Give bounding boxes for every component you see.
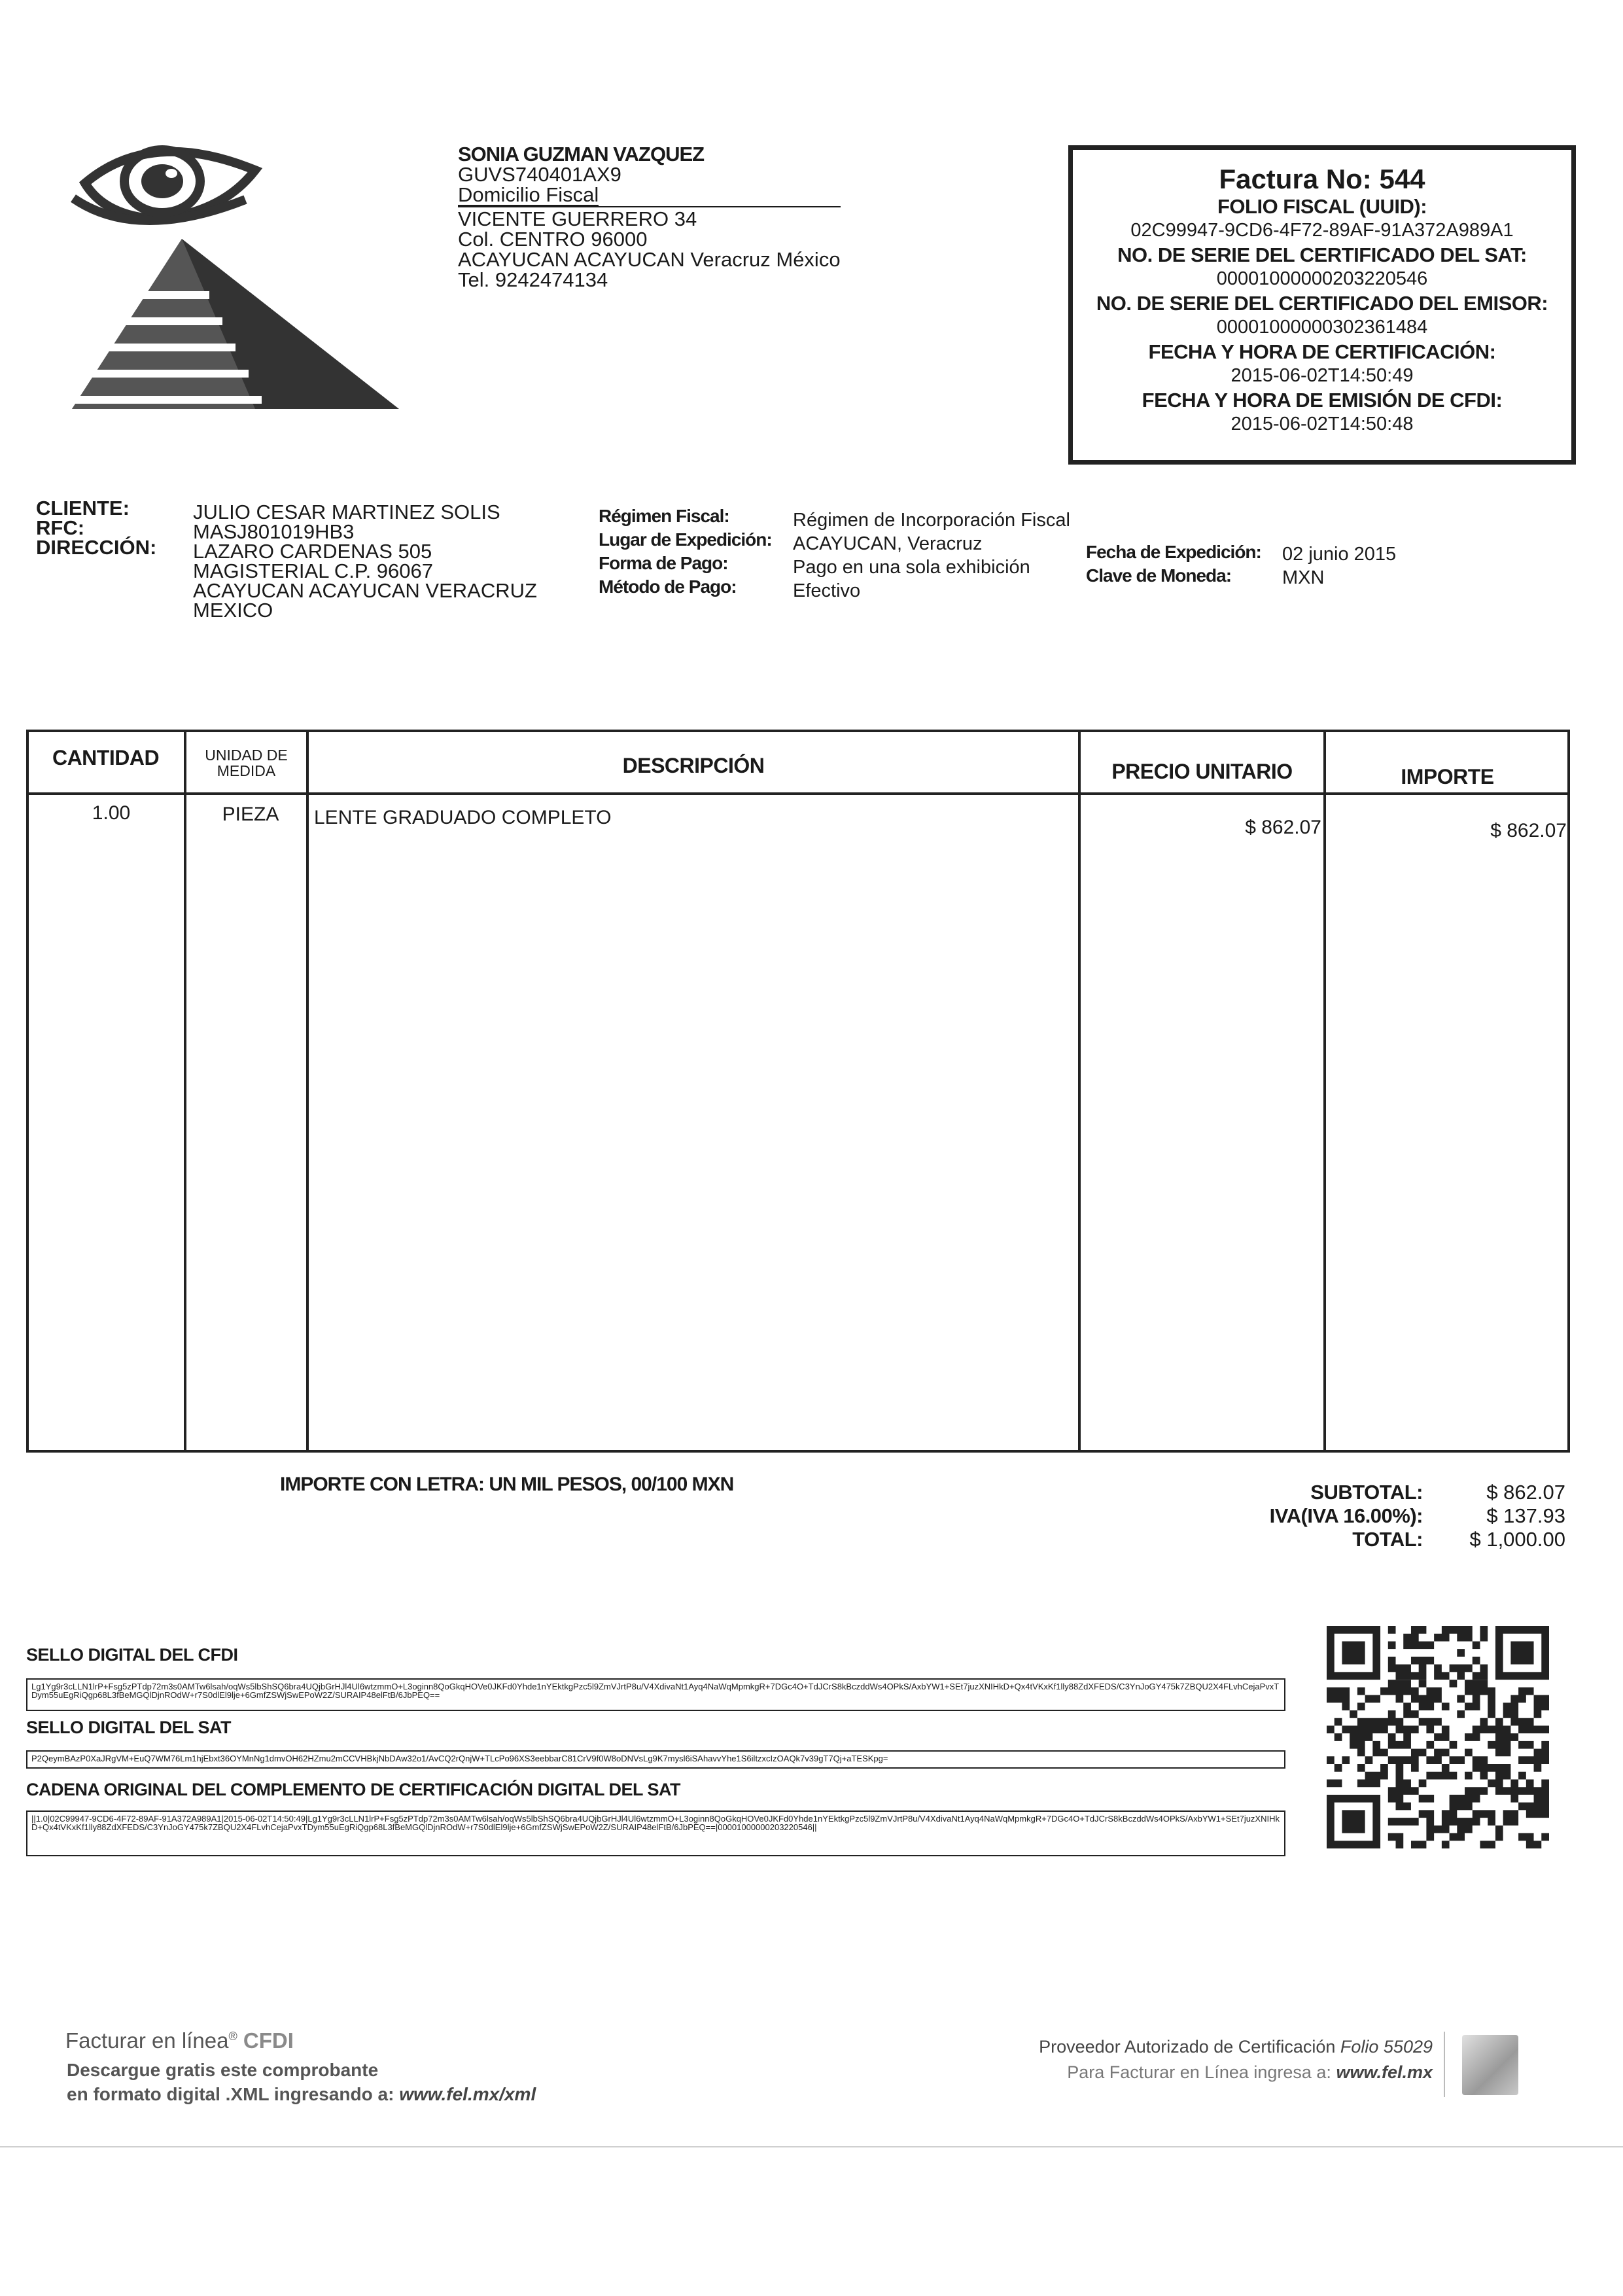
row-precio: $ 862.07 xyxy=(1245,817,1321,838)
footer-download-line1: Descargue gratis este comprobante xyxy=(67,2060,379,2080)
client-name: JULIO CESAR MARTINEZ SOLIS xyxy=(193,501,500,523)
regimen-value: Régimen de Incorporación Fiscal xyxy=(793,510,1070,531)
qr-finder-pattern xyxy=(1331,1630,1376,1676)
iva-value: $ 137.93 xyxy=(1486,1504,1565,1527)
moneda-label: Clave de Moneda: xyxy=(1086,565,1232,586)
totals-values xyxy=(1433,1481,1565,1551)
issuer-colonia: Col. CENTRO 96000 xyxy=(458,228,648,251)
fiscal-address-label: Domicilio Fiscal xyxy=(458,183,599,206)
sello-sat-value: P2QeymBAzP0XaJRgVM+EuQ7WM76Lm1hjEbxt36OYMnNg1dmvOH62HZmu2mCCVHBkjNbDAw32o1/AvCQ2rQnjW+TLcPo96XS3eebbarC81CrV9f0W8oDNVsLg9K7mysl6iSAhavvYhe1S6iltzxcIzOAQk7v39gT7Qj+aTESKpg= xyxy=(26,1750,1285,1769)
folio-fiscal-value: 02C99947-9CD6-4F72-89AF-91A372A989A1 xyxy=(1130,220,1514,241)
sat-cert-label: NO. DE SERIE DEL CERTIFICADO DEL SAT: xyxy=(1117,243,1527,266)
issuer-name: SONIA GUZMAN VAZQUEZ xyxy=(458,143,705,166)
sello-sat-title: SELLO DIGITAL DEL SAT xyxy=(26,1718,232,1737)
emission-datetime-label: FECHA Y HORA DE EMISIÓN DE CFDI: xyxy=(1142,389,1503,412)
amount-in-words xyxy=(280,1474,733,1496)
footer-download-prefix: en formato digital .XML ingresando a: xyxy=(67,2084,394,2104)
client-address-line: LAZARO CARDENAS 505 xyxy=(193,540,432,563)
footer-invoice-online-url[interactable]: www.fel.mx xyxy=(1336,2062,1433,2082)
cert-datetime-label: FECHA Y HORA DE CERTIFICACIÓN: xyxy=(1148,340,1496,363)
issuer-phone: Tel. 9242474134 xyxy=(458,268,608,291)
subtotal-value: $ 862.07 xyxy=(1486,1481,1565,1504)
footer-provider-prefix: Proveedor Autorizado de Certificación xyxy=(1039,2037,1336,2057)
iva-label: IVA(IVA 16.00%): xyxy=(1269,1504,1423,1527)
amount-in-words-value: UN MIL PESOS, 00/100 MXN xyxy=(489,1474,734,1495)
sat-cert-value: 00001000000203220546 xyxy=(1216,268,1428,289)
sat-provider-badge-icon xyxy=(1462,2035,1518,2095)
fiscal-labels xyxy=(599,504,772,599)
footer-invoice-online xyxy=(981,2062,1433,2083)
issuer-rfc: GUVS740401AX9 xyxy=(458,163,621,186)
date-currency-labels xyxy=(1086,540,1261,588)
header-unidad xyxy=(185,747,307,779)
footer-brand-reg: ® xyxy=(228,2030,237,2043)
company-logo xyxy=(59,128,425,429)
totals-labels xyxy=(1178,1481,1423,1551)
client-rfc: MASJ801019HB3 xyxy=(193,520,355,543)
sello-cfdi-title: SELLO DIGITAL DEL CFDI xyxy=(26,1645,238,1665)
header-descripcion: DESCRIPCIÓN xyxy=(622,754,765,777)
lugar-label: Lugar de Expedición: xyxy=(599,529,772,550)
amount-in-words-label: IMPORTE CON LETRA: xyxy=(280,1474,484,1495)
emission-datetime-value: 2015-06-02T14:50:48 xyxy=(1230,414,1414,434)
header-importe: IMPORTE xyxy=(1401,765,1494,788)
issuer-street: VICENTE GUERRERO 34 xyxy=(458,207,697,230)
footer-brand xyxy=(65,2028,294,2053)
moneda-value: MXN xyxy=(1282,567,1325,588)
emisor-cert-value: 00001000000302361484 xyxy=(1216,317,1428,338)
cert-datetime-value: 2015-06-02T14:50:49 xyxy=(1230,365,1414,386)
client-labels xyxy=(36,499,156,557)
invoice-info-box xyxy=(1068,145,1576,465)
total-value: $ 1,000.00 xyxy=(1469,1528,1565,1551)
subtotal-label: SUBTOTAL: xyxy=(1310,1481,1423,1504)
folio-fiscal-label: FOLIO FISCAL (UUID): xyxy=(1217,195,1427,218)
header-unidad-line1: UNIDAD DE xyxy=(205,747,288,764)
eye-icon xyxy=(73,150,255,221)
pyramid-icon xyxy=(59,239,399,409)
footer-divider xyxy=(1444,2032,1445,2097)
footer-brand-text: Facturar en línea xyxy=(65,2028,229,2053)
sello-cfdi-value: Lg1Yg9r3cLLN1lrP+Fsg5zPTdp72m3s0AMTw6lsah/oqWs5lbShSQ6bra4UQjbGrHJl4Ul6wtzmmO+L3oginn8QoGkqHOVe0JKFd0Yhde1nYEktkgPzc5l9ZmVJrtP8u/V4XdivaNt1Ayq4NaWqMpmkgR+7DGc4O+TdJCrS8kBczddWs4OPkS/AxbYW1+SEt7juzXNIHkD+Qx4tVKxKf1lly88ZdXFEDS/C3YnJoGY475k7ZBQU2X4FLvhCejaPvxTDym55uEgRiQgp68L3fBeMGQlDjnROdW+r7S0dlEl9lje+6GmfZSWjSwEPoW2Z/SURAIP48elFtB/6JbPEQ== xyxy=(26,1678,1285,1711)
header-unidad-line2: MEDIDA xyxy=(217,762,276,779)
footer-brand-cfdi: CFDI xyxy=(243,2028,294,2053)
footer-invoice-online-prefix: Para Facturar en Línea ingresa a: xyxy=(1067,2062,1331,2082)
header-cantidad: CANTIDAD xyxy=(52,746,160,769)
metodo-pago-label: Método de Pago: xyxy=(599,576,737,597)
cadena-original-title: CADENA ORIGINAL DEL COMPLEMENTO DE CERTIFICACIÓN DIGITAL DEL SAT xyxy=(26,1780,681,1799)
invoice-number: Factura No: 544 xyxy=(1219,164,1425,194)
total-label: TOTAL: xyxy=(1352,1528,1423,1551)
fecha-expedicion-label: Fecha de Expedición: xyxy=(1086,542,1261,562)
row-cantidad: 1.00 xyxy=(92,802,131,824)
emisor-cert-label: NO. DE SERIE DEL CERTIFICADO DEL EMISOR: xyxy=(1096,292,1548,315)
footer-download-line2 xyxy=(67,2084,536,2105)
footer-rule xyxy=(0,2146,1623,2147)
client-address-line: MAGISTERIAL C.P. 96067 xyxy=(193,559,434,582)
issuer-city: ACAYUCAN ACAYUCAN Veracruz México xyxy=(458,248,841,271)
issuer-address xyxy=(458,206,841,290)
qr-finder-pattern xyxy=(1499,1630,1545,1676)
forma-pago-value: Pago en una sola exhibición xyxy=(793,557,1030,578)
client-label: CLIENTE: xyxy=(36,497,130,520)
date-currency-values xyxy=(1282,542,1396,590)
header-precio: PRECIO UNITARIO xyxy=(1111,760,1293,783)
row-descripcion: LENTE GRADUADO COMPLETO xyxy=(314,807,612,828)
forma-pago-label: Forma de Pago: xyxy=(599,553,728,573)
lugar-value: ACAYUCAN, Veracruz xyxy=(793,533,983,554)
qr-code xyxy=(1327,1626,1549,1848)
cadena-original-value: ||1.0|02C99947-9CD6-4F72-89AF-91A372A989A1|2015-06-02T14:50:49|Lg1Yg9r3cLLN1lrP+Fsg5zPTdp72m3s0AMTw6lsah/oqWs5lbShSQ6bra4UQjbGrHJl4Ul6wtzmmO+L3oginn8QoGkqHOVe0JKFd0Yhde1nYEktkgPzc5l9ZmVJrtP8u/V4XdivaNt1Ayq4NaWqMpmkgR+7DGc4O+TdJCrS8kBczddWs4OPkS/AxbYW1+SEt7juzXNIHkD+Qx4tVKxKf1lly88ZdXFEDS/C3YnJoGY475k7ZBQU2X4FLvhCejaPvxTDym55uEgRiQgp68L3fBeMGQlDjnROdW+r7S0dlEl9lje+6GmfZSWjSwEPoW2Z/SURAIP48elFtB/6JbPEQ==|00001000000203220546|| xyxy=(26,1810,1285,1856)
client-address-label: DIRECCIÓN: xyxy=(36,536,157,559)
metodo-pago-value: Efectivo xyxy=(793,580,861,601)
footer-download-url[interactable]: www.fel.mx/xml xyxy=(399,2084,536,2104)
row-unidad: PIEZA xyxy=(222,804,279,825)
footer-provider-folio: Folio 55029 xyxy=(1340,2037,1433,2057)
client-address-line: ACAYUCAN ACAYUCAN VERACRUZ xyxy=(193,579,537,602)
row-importe: $ 862.07 xyxy=(1490,820,1567,841)
client-address-line: MEXICO xyxy=(193,599,273,622)
fecha-expedicion-value: 02 junio 2015 xyxy=(1282,544,1397,565)
footer-provider xyxy=(1027,2037,1433,2057)
qr-finder-pattern xyxy=(1331,1799,1376,1845)
issuer-info xyxy=(458,144,841,290)
fiscal-values xyxy=(793,508,1070,603)
client-rfc-label: RFC: xyxy=(36,516,85,539)
regimen-label: Régimen Fiscal: xyxy=(599,506,729,526)
client-values xyxy=(193,503,537,620)
